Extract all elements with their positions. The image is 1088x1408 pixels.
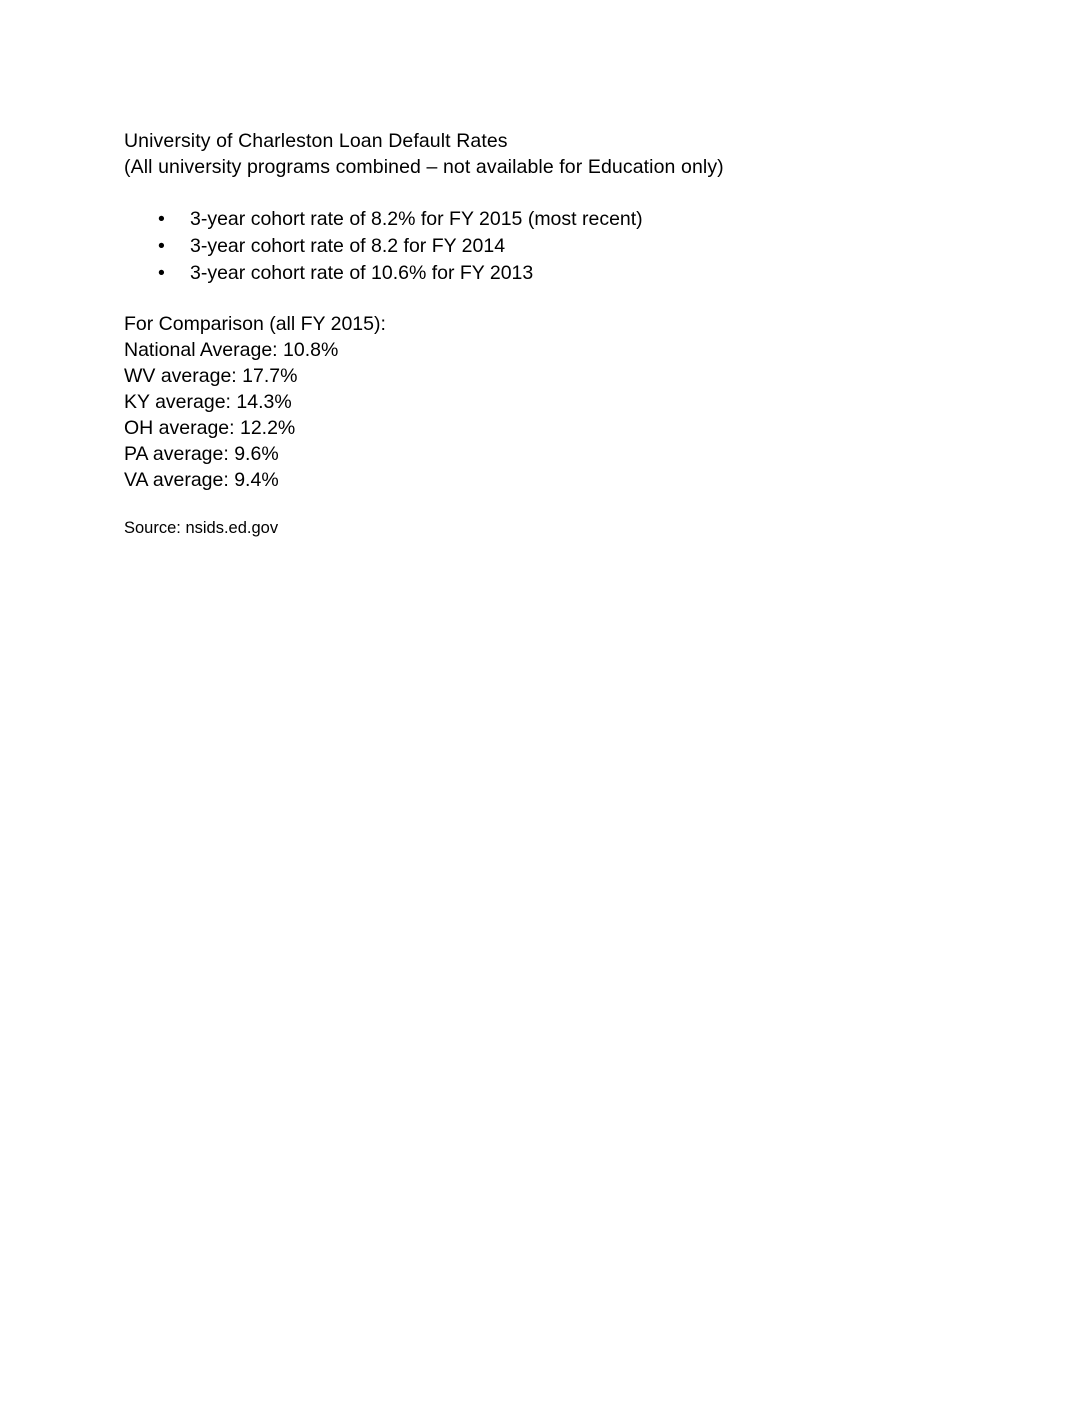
page-title: University of Charleston Loan Default Rates: [124, 130, 508, 152]
comparison-ky-average: KY average: 14.3%: [124, 391, 292, 413]
list-item: [124, 233, 944, 260]
comparison-heading: For Comparison (all FY 2015):: [124, 313, 386, 335]
comparison-pa-average: PA average: 9.6%: [124, 443, 279, 465]
list-item-label: 3-year cohort rate of 8.2% for FY 2015 (most recent): [190, 208, 643, 230]
default-rate-bullet-list: [124, 206, 944, 287]
bullet-icon: •: [158, 235, 165, 257]
bullet-icon: •: [158, 262, 165, 284]
comparison-national-average: National Average: 10.8%: [124, 339, 339, 361]
list-item-label: 3-year cohort rate of 8.2 for FY 2014: [190, 235, 506, 257]
document-body: [124, 128, 944, 539]
list-item: [124, 206, 944, 233]
comparison-section: [124, 311, 944, 493]
comparison-va-average: VA average: 9.4%: [124, 469, 279, 491]
list-item: [124, 260, 944, 287]
comparison-wv-average: WV average: 17.7%: [124, 365, 298, 387]
bullet-icon: •: [158, 208, 165, 230]
list-item-label: 3-year cohort rate of 10.6% for FY 2013: [190, 262, 534, 284]
page-subtitle: (All university programs combined – not available for Education only): [124, 156, 724, 178]
source-note: Source: nsids.ed.gov: [124, 519, 279, 537]
comparison-oh-average: OH average: 12.2%: [124, 417, 296, 439]
